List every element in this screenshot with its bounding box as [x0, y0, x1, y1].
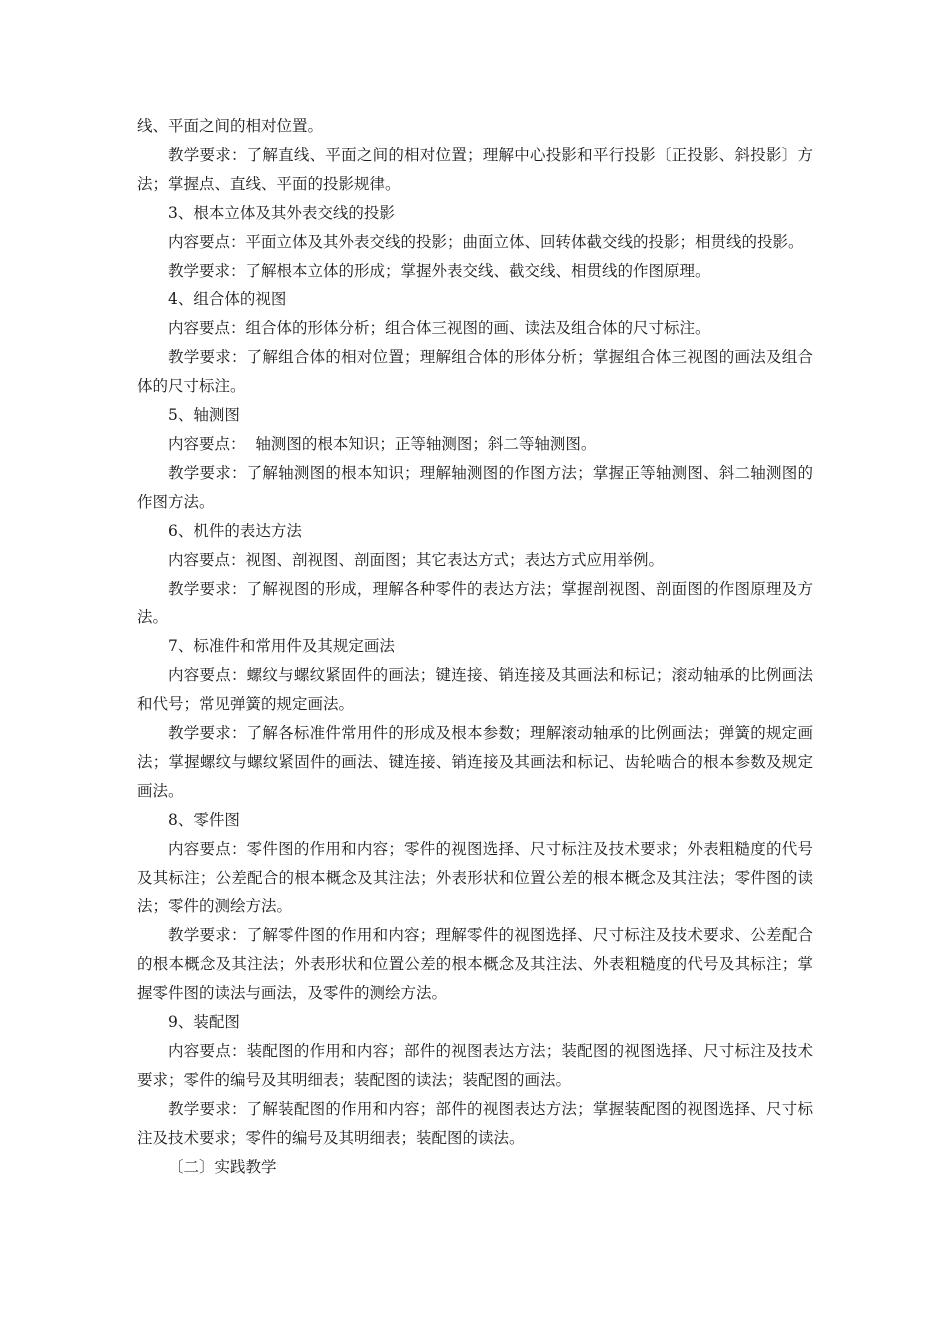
text-paragraph: 内容要点：装配图的作用和内容；部件的视图表达方法；装配图的视图选择、尺寸标注及技术要求；零件的编号及其明细表；装配图的读法；装配图的画法。: [137, 1042, 813, 1089]
section-heading: 9、装配图: [168, 1013, 240, 1032]
text-paragraph: 内容要点： 轴测图的根本知识；正等轴测图；斜二等轴测图。: [168, 434, 597, 453]
text-paragraph: 教学要求：了解装配图的作用和内容；部件的视图表达方法；掌握装配图的视图选择、尺寸标注及技术要求；零件的编号及其明细表；装配图的读法。: [137, 1099, 813, 1147]
section-heading: 4、组合体的视图: [168, 290, 287, 309]
text-paragraph: 教学要求：了解各标准件常用件的形成及根本参数；理解滚动轴承的比例画法；弹簧的规定画法；掌握螺纹与螺纹紧固件的画法、键连接、销连接及其画法和标记、齿轮啮合的根本参数及规定画法。: [137, 724, 813, 800]
text-paragraph: 内容要点：视图、剖视图、剖面图；其它表达方式；表达方式应用举例。: [168, 550, 665, 569]
text-paragraph: 教学要求：了解直线、平面之间的相对位置；理解中心投影和平行投影〔正投影、斜投影〕方法；掌握点、直线、平面的投影规律。: [137, 145, 813, 193]
text-paragraph: 线、平面之间的相对位置。: [137, 117, 324, 135]
text-paragraph: 内容要点：组合体的形体分析；组合体三视图的画、读法及组合体的尺寸标注。: [168, 319, 711, 338]
section-heading: 6、机件的表达方法: [168, 521, 302, 540]
section-heading: 7、标准件和常用件及其规定画法: [168, 637, 395, 656]
section-heading: 8、零件图: [168, 810, 240, 829]
section-heading: 3、根本立体及其外表交线的投影: [168, 203, 395, 222]
text-paragraph: 教学要求：了解根本立体的形成；掌握外表交线、截交线、相贯线的作图原理。: [168, 261, 711, 280]
text-paragraph: 内容要点：零件图的作用和内容；零件的视图选择、尺寸标注及技术要求；外表粗糙度的代号及其标注；公差配合的根本概念及其注法；外表形状和位置公差的根本概念及其注法；零件图的读法；零件的测绘方法。: [137, 839, 813, 916]
document-body: [137, 112, 813, 1182]
text-paragraph: 教学要求：了解组合体的相对位置；理解组合体的形体分析；掌握组合体三视图的画法及组合体的尺寸标注。: [137, 348, 813, 396]
text-paragraph: 内容要点：螺纹与螺纹紧固件的画法；键连接、销连接及其画法和标记；滚动轴承的比例画法和代号；常见弹簧的规定画法。: [137, 666, 813, 714]
text-paragraph: 教学要求：了解轴测图的根本知识；理解轴测图的作图方法；掌握正等轴测图、斜二轴测图的作图方法。: [137, 463, 813, 511]
text-paragraph: 教学要求：了解视图的形成，理解各种零件的表达方法；掌握剖视图、剖面图的作图原理及方法。: [137, 579, 813, 627]
text-paragraph: 内容要点：平面立体及其外表交线的投影；曲面立体、回转体截交线的投影；相贯线的投影。: [168, 232, 804, 251]
section-heading: 5、轴测图: [168, 406, 240, 425]
subsection-heading: 〔二〕实践教学: [168, 1157, 277, 1176]
text-paragraph: 教学要求：了解零件图的作用和内容；理解零件的视图选择、尺寸标注及技术要求、公差配合的根本概念及其注法；外表形状和位置公差的根本概念及其注法、外表粗糙度的代号及其标注；掌握零件图的读法与画法，及零件的测绘方法。: [137, 926, 813, 1003]
